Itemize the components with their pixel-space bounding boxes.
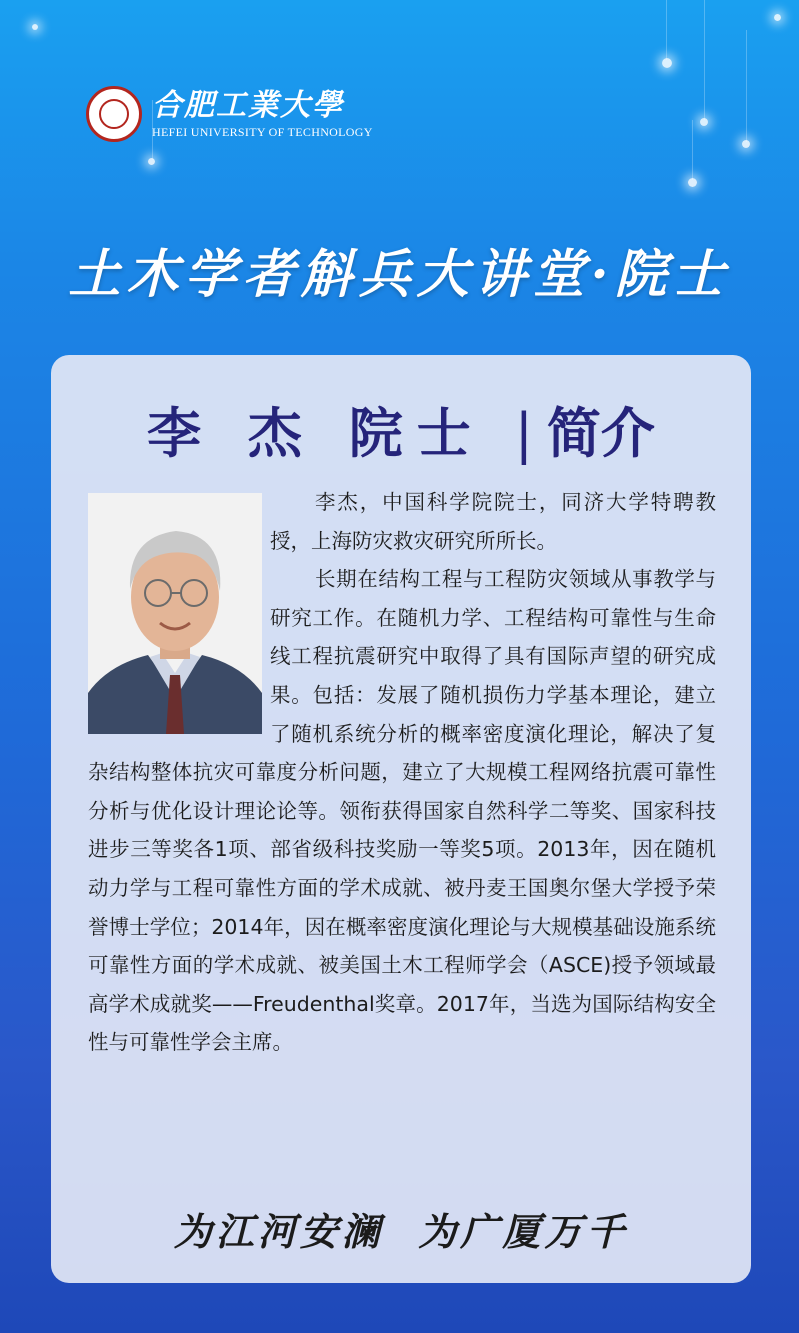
profile-card (51, 355, 751, 1283)
university-name-en: HEFEI UNIVERSITY OF TECHNOLOGY (152, 124, 373, 139)
background-light-dot (662, 58, 672, 68)
photo-spacer (88, 483, 270, 733)
background-light-dot (32, 24, 38, 30)
biography-text (88, 483, 716, 1062)
profile-title (51, 391, 751, 468)
lecture-banner-title: 土木学者斛兵大讲堂·院士 (68, 244, 731, 305)
background-light-dot (774, 14, 781, 21)
biography-paragraph-2: 长期在结构工程与工程防灾领域从事教学与研究工作。在随机力学、工程结构可靠性与生命线工程抗震研究中取得了具有国际声望的研究成果。包括：发展了随机损伤力学基本理论，建立了随机系统分析的概率密度演化理论，解决了复杂结构整体抗灾可靠度分析问题，建立了大规模工程网络抗震可靠性分析与优化设计理论论等。领衔获得国家自然科学二等奖、国家科技进步三等奖各1项、部省级科技奖励一等奖5项。2013年，因在随机动力学与工程可靠性方面的学术成就、被丹麦王国奥尔堡大学授予荣誉博士学位；2014年，因在概率密度演化理论与大规模基础设施系统可靠性方面的学术成就、被美国土木工程师学会（ASCE)授予领域最高学术成就奖——Freudenthal奖章。2017年，当选为国际结构安全性与可靠性学会主席。 (88, 567, 716, 1055)
circuit-line (746, 30, 747, 142)
circuit-line (692, 120, 693, 180)
slogan: 为江河安澜 为广厦万千 (173, 1209, 629, 1254)
title-separator: | (514, 402, 533, 465)
university-name-cn: 合肥工業大學 (152, 87, 344, 123)
circuit-line (704, 0, 705, 120)
profile-intro-label: 简介 (546, 402, 655, 465)
profile-name: 李 杰 院士 (147, 402, 485, 465)
university-seal-icon (86, 86, 142, 142)
university-logo (86, 86, 373, 142)
biography-paragraph-1: 李杰，中国科学院院士，同济大学特聘教授，上海防灾救灾研究所所长。 (270, 490, 716, 553)
circuit-line (666, 0, 667, 60)
